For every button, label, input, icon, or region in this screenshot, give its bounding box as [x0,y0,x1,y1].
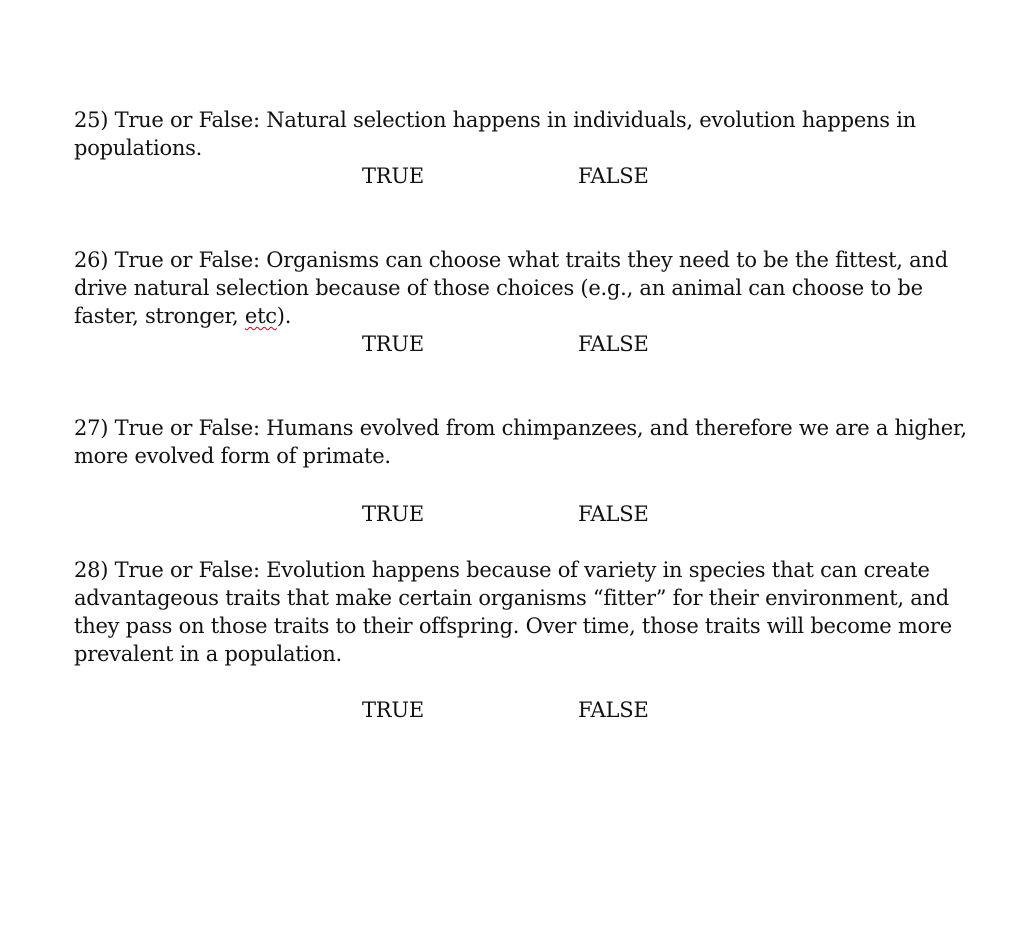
question-28 [74,556,974,668]
question-text: True or False: Evolution happens because of variety in species that can create advantageous traits that make certain organisms “fitter” for their environment, and they pass on those traits to their offspring. Over time, those traits will become more prevalent in a population. [74,558,952,666]
answer-false-26: FALSE [578,332,649,356]
question-text-end: ). [276,304,292,328]
question-number: 26) [74,248,109,272]
question-number: 28) [74,558,109,582]
question-26 [74,246,974,330]
question-number: 27) [74,416,109,440]
answer-true-26: TRUE [362,332,425,356]
answer-true-25: TRUE [362,164,425,188]
question-25 [74,106,974,162]
question-text: True or False: Natural selection happens in individuals, evolution happens in populations. [74,108,916,160]
answer-true-28: TRUE [362,698,425,722]
answer-false-28: FALSE [578,698,649,722]
answer-true-27: TRUE [362,502,425,526]
question-27 [74,414,974,470]
question-text: True or False: Organisms can choose what traits they need to be the fittest, and drive natural selection because of those choices (e.g., an animal can choose to be faster, stronger, [74,248,948,328]
answer-false-27: FALSE [578,502,649,526]
answer-false-25: FALSE [578,164,649,188]
question-text: True or False: Humans evolved from chimpanzees, and therefore we are a higher, more evolved form of primate. [74,416,967,468]
spellcheck-flagged-word[interactable]: etc [244,304,277,328]
question-number: 25) [74,108,109,132]
